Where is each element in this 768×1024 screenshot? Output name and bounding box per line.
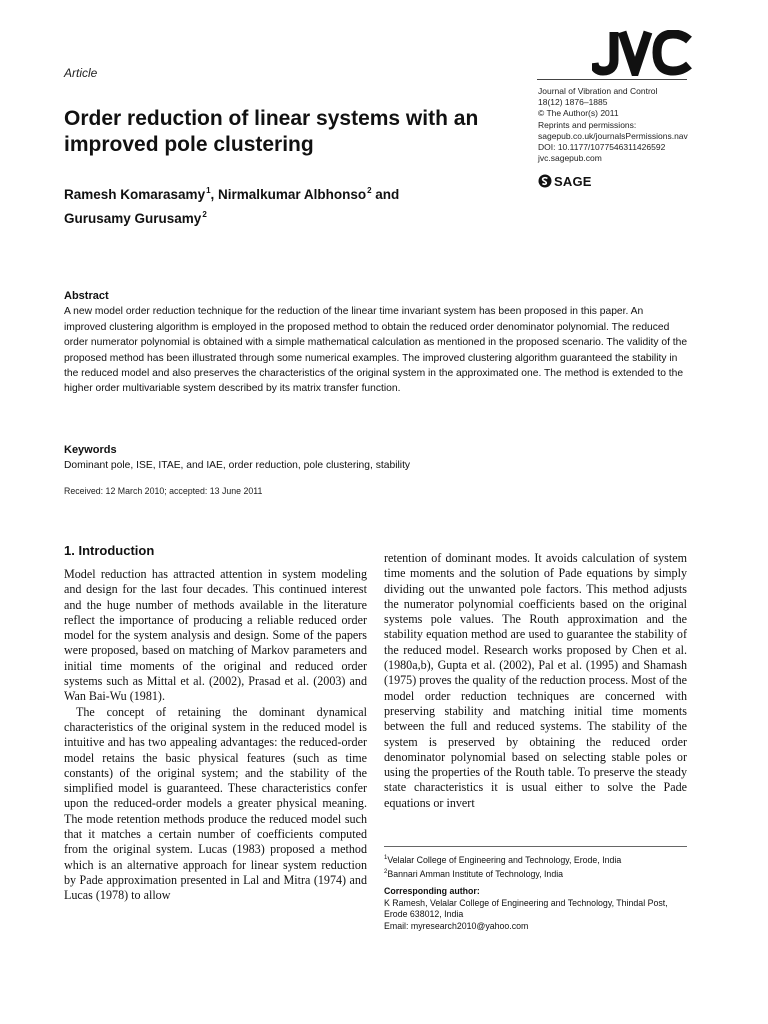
body-column-right [384, 551, 687, 811]
introduction-heading: 1. Introduction [64, 543, 155, 558]
abstract-text: A new model order reduction technique for the reduction of the linear time invariant system has been proposed in this paper. An improved clustering algorithm is employed in the proposed method to obtain the reduced order denominator polynomial. The reduced order numerator polynomial is obtained with a simple mathematical calculation as mentioned in the proposed scenario. The validity of the proposed method has been illustrated through some numerical examples. The improved clustering algorithm guaranteed the stability in the reduced model and also preserves the characteristics of the original system in the approximated one. The method is extended to the higher order multivariable system described by its matrix transfer function. [64, 306, 688, 395]
corresponding-author-address-1: K Ramesh, Velalar College of Engineering and Technology, Thindal Post, [384, 897, 668, 908]
intro-paragraph-3: retention of dominant modes. It avoids calculation of system time moments and the solution of Pade equations by simply dividing out the unwanted pole factors. This method adjusts the numerator polynomial coefficients based on the original systems pole values. The Routh approximation and the stability equation method are used to guarantee the stability of the reduced model. Research works proposed by Chen et al. (1980a,b), Gupta et al. (2002), Pal et al. (1995) and Shamash (1975) proves the quality of the reduction process. Most of the model order reduction techniques are concerned with preserving stability and matching initial time moments between the full and reduced systems. The stability of the system is preserved by obtaining the reduced order denominator polynomial based on selecting stable poles or using the properties of the Routh table. To preserve the steady state characteristics it is usual either to solve the Pade equations or invert [384, 551, 687, 810]
corresponding-author-heading: Corresponding author: [384, 886, 480, 897]
journal-info [538, 86, 738, 164]
keywords-section [64, 443, 688, 474]
affiliation-2 [384, 867, 694, 881]
author-affiliation-mark: 2 [367, 186, 372, 195]
author-list [64, 181, 524, 229]
affiliation-mark: 2 [384, 868, 388, 875]
keywords-text: Dominant pole, ISE, ITAE, and IAE, order reduction, pole clustering, stability [64, 460, 411, 472]
intro-paragraph-1: Model reduction has attracted attention in system modeling and design for the last four decades. This continued interest and the huge number of methods available in the literature reflect the importance of producing a reliable reduced order model for the system analysis and design. Some of the papers were proposed, based on matching of Markov parameters and initial time moments of the original and reduced order systems such as Mittal et al. (2002), Prasad et al. (2003) and Wan Bai-Wu (1981). [64, 567, 367, 704]
sage-logo [538, 173, 592, 189]
journal-volume: 18(12) 1876–1885 [538, 97, 608, 108]
intro-paragraph-2: The concept of retaining the dominant dynamical characteristics of the original system in the reduced model is intuitive and has two appealing advantages: the reduced-order model retains the basic physical features (such as time constants) of the original system; and the stability of the simplified model is guaranteed. These characteristics confer upon the reduced-order models a greater physical meaning. The mode retention methods produce the reduced model such that it matches a certain number of coefficients computed from the original system. Lucas (1983) proposed a method which is an alternative approach for linear system reduction by Pade approximation presented in Lal and Mitra (1974) and Lucas (1978) to allow [64, 704, 367, 903]
affiliation-text: Velalar College of Engineering and Technology, Erode, India [387, 855, 622, 865]
journal-permissions-link[interactable]: sagepub.co.uk/journalsPermissions.nav [538, 130, 688, 141]
author-affiliation-mark: 1 [206, 186, 211, 195]
journal-name: Journal of Vibration and Control [538, 86, 658, 96]
abstract-heading: Abstract [64, 290, 109, 302]
corresponding-author-email[interactable]: Email: myresearch2010@yahoo.com [384, 920, 529, 931]
header-rule [537, 79, 687, 80]
footnotes [384, 853, 694, 933]
author-name: Ramesh Komarasamy [64, 187, 206, 202]
author-separator: and [371, 187, 400, 202]
journal-logo [592, 30, 692, 76]
journal-copyright: © The Author(s) 2011 [538, 108, 619, 119]
sage-logo-text: SAGE [554, 173, 592, 189]
received-dates: Received: 12 March 2010; accepted: 13 June 2011 [64, 486, 263, 496]
journal-doi[interactable]: DOI: 10.1177/1077546311426592 [538, 142, 666, 153]
article-type-label: Article [64, 66, 98, 80]
author-name: Gurusamy Gurusamy [64, 211, 202, 226]
abstract-section [64, 289, 688, 397]
corresponding-author-address-2: Erode 638012, India [384, 909, 464, 920]
affiliation-text: Bannari Amman Institute of Technology, India [387, 868, 564, 879]
affiliation-mark: 1 [384, 855, 388, 861]
paper-title: Order reduction of linear systems with an improved pole clustering [64, 107, 479, 156]
author-affiliation-mark: 2 [202, 210, 207, 219]
keywords-heading: Keywords [64, 444, 117, 456]
journal-url[interactable]: jvc.sagepub.com [538, 153, 602, 164]
sage-circle-icon [538, 174, 552, 188]
author-name: Nirmalkumar Albhonso [218, 187, 367, 202]
author-separator: , [210, 187, 219, 202]
footnote-rule [384, 846, 687, 847]
affiliation-1 [384, 853, 694, 867]
journal-reprints: Reprints and permissions: [538, 119, 637, 130]
body-column-left [64, 567, 367, 904]
